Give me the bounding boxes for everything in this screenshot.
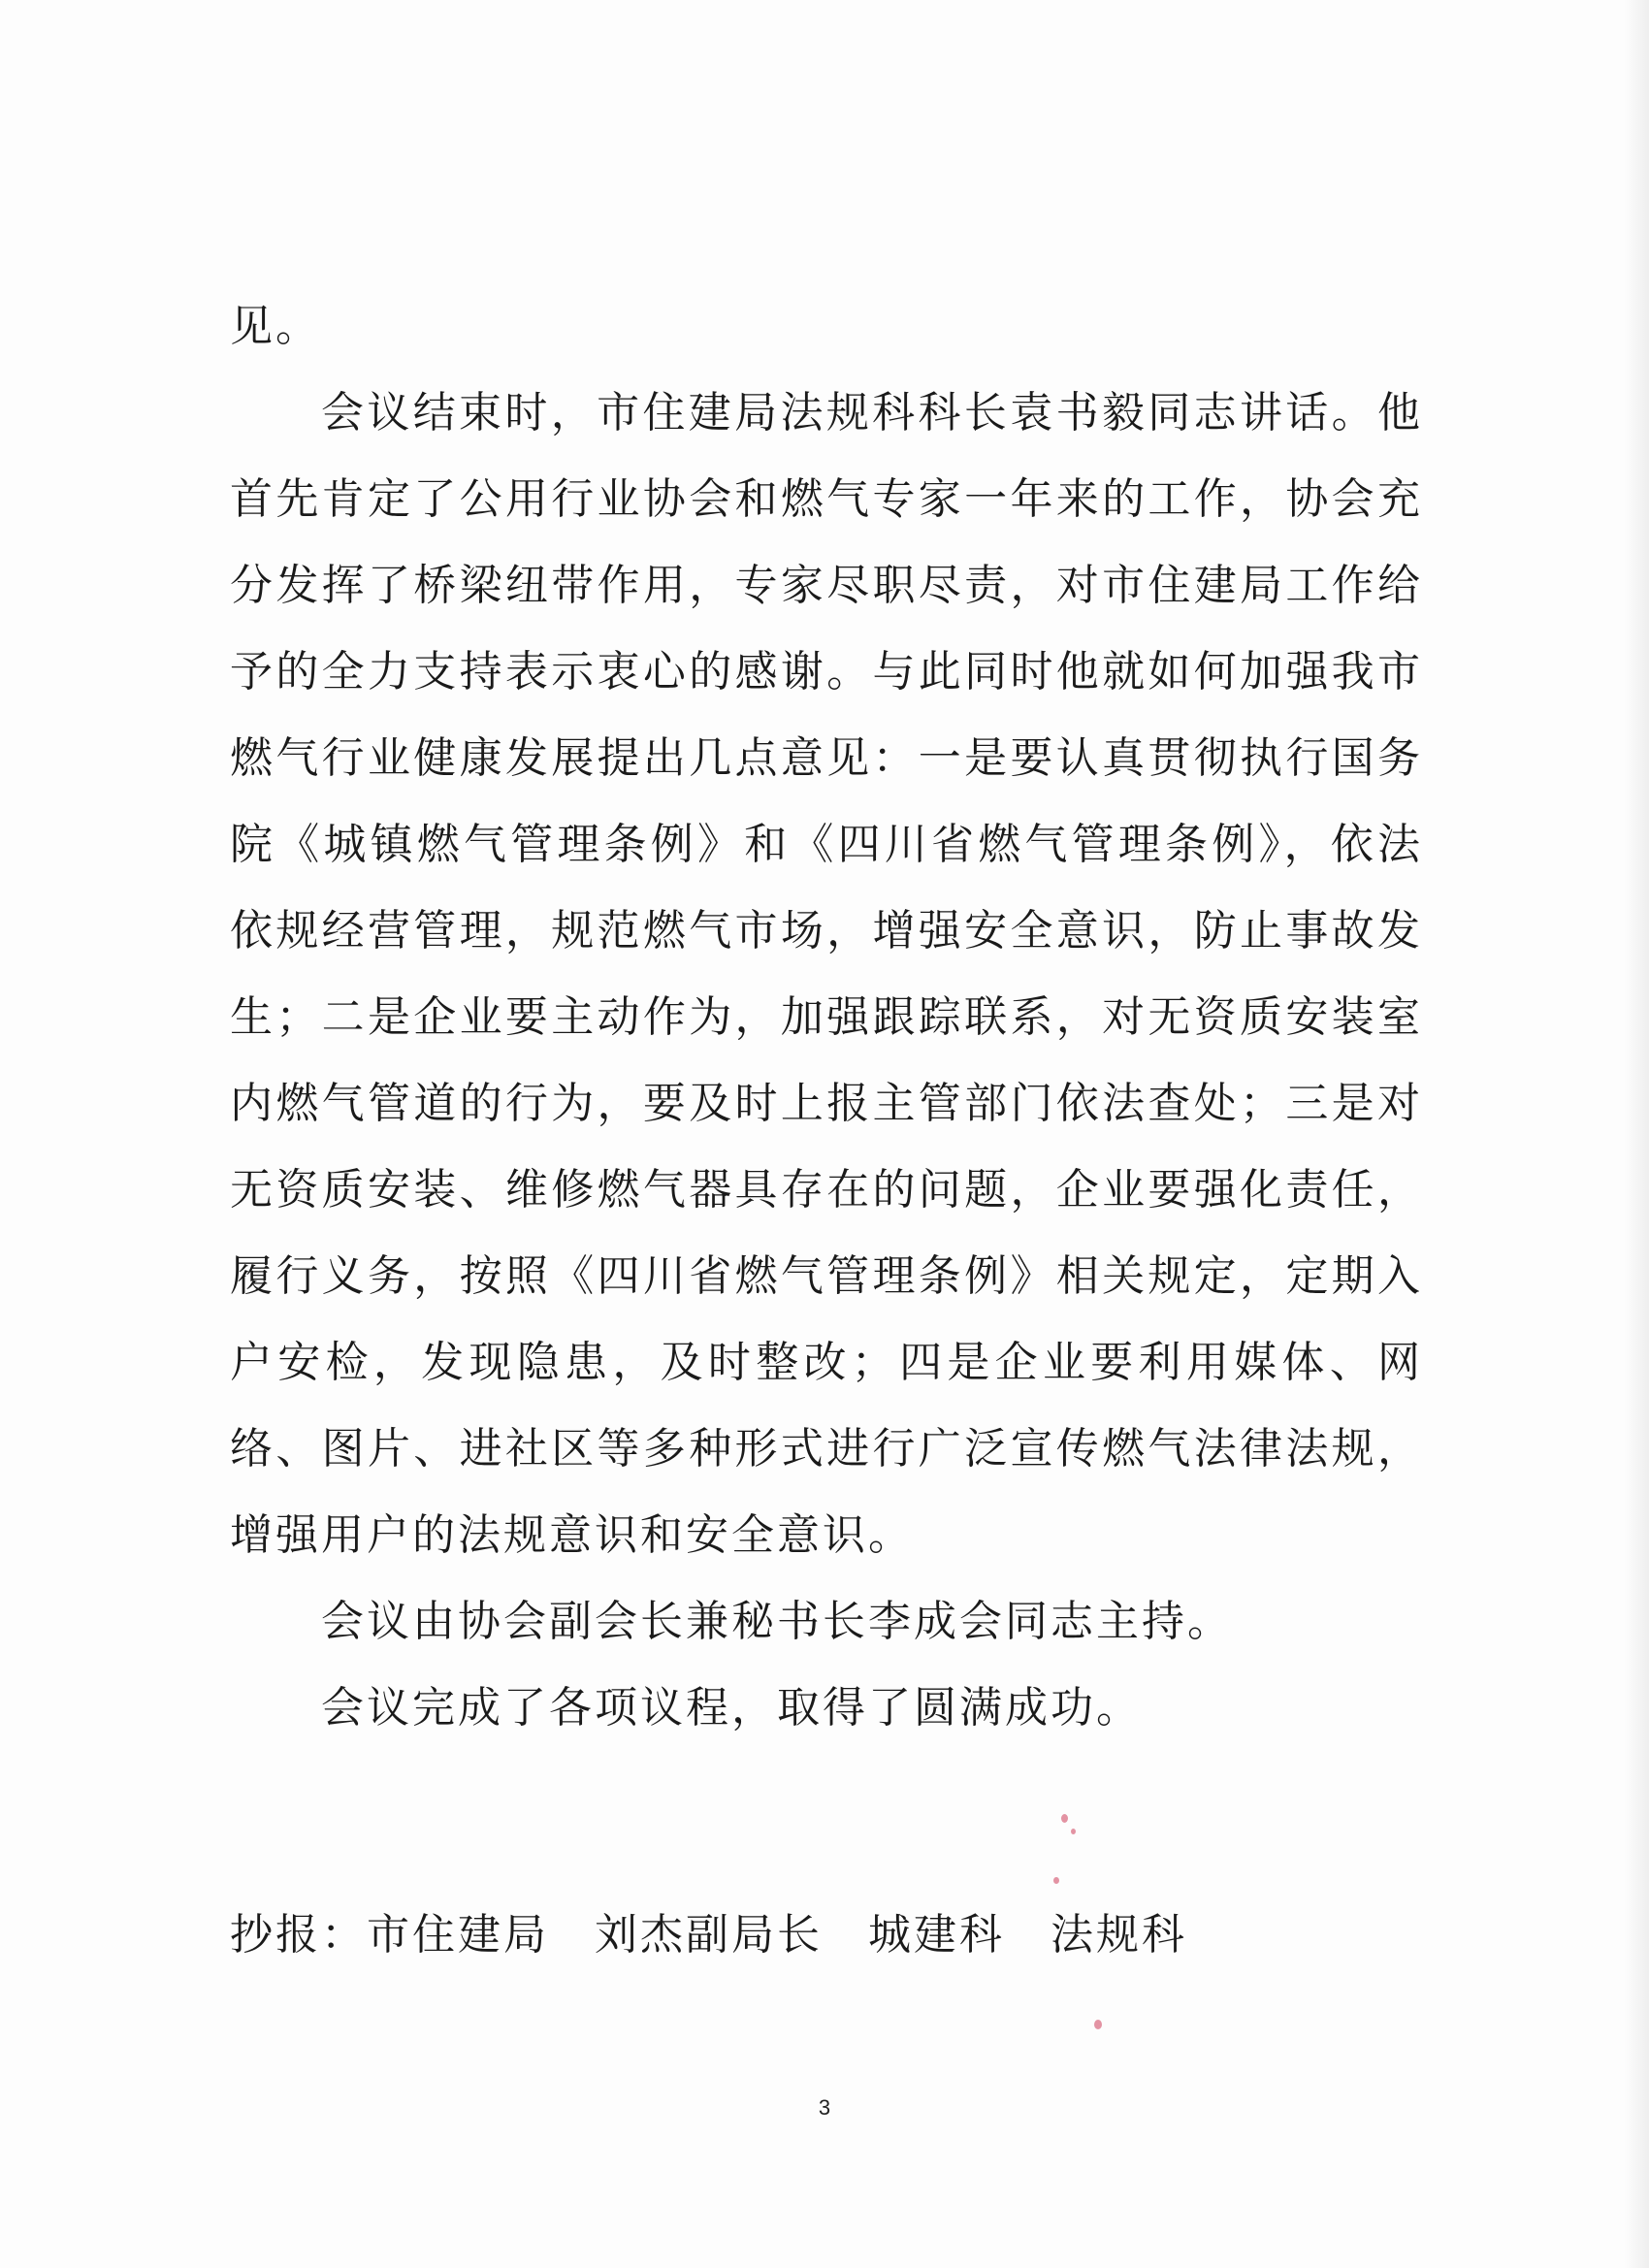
- copy-to-line: 抄报：市住建局 刘杰副局长 城建科 法规科: [230, 1910, 1187, 1960]
- paragraph-host: 会议由协会副会长兼秘书长李成会同志主持。: [321, 1597, 1233, 1646]
- seal-mark-fragment: [1094, 2020, 1102, 2029]
- paragraph-conclusion: 会议完成了各项议程，取得了圆满成功。: [321, 1683, 1142, 1733]
- seal-mark-fragment: [1053, 1877, 1059, 1884]
- paragraph-continuation: 见。: [230, 302, 321, 351]
- paragraph-speech-summary: 会议结束时，市住建局法规科科长袁书毅同志讲话。他首先肯定了公用行业协会和燃气专家一年来的工作，协会充分发挥了桥梁纽带作用，专家尽职尽责，对市住建局工作给予的全力支持表示衷心的感谢。与此同时他就如何加强我市燃气行业健康发展提出几点意见：一是要认真贯彻执行国务院《城镇燃气管理条例》和《四川省燃气管理条例》，依法依规经营管理，规范燃气市场，增强安全意识，防止事故发生；二是企业要主动作为，加强跟踪联系，对无资质安装室内燃气管道的行为，要及时上报主管部门依法查处；三是对无资质安装、维修燃气器具存在的问题，企业要强化责任，履行义务，按照《四川省燃气管理条例》相关规定，定期入户安检，发现隐患，及时整改；四是企业要利用媒体、网络、图片、进社区等多种形式进行广泛宣传燃气法律法规，增强用户的法规意识和安全意识。: [230, 388, 1423, 1560]
- seal-mark-fragment: [1071, 1829, 1076, 1834]
- body-text: [230, 283, 1423, 1751]
- page-number: 3: [818, 2095, 831, 2120]
- page-shadow-edge: [1624, 0, 1649, 2268]
- seal-mark-fragment: [1061, 1814, 1068, 1823]
